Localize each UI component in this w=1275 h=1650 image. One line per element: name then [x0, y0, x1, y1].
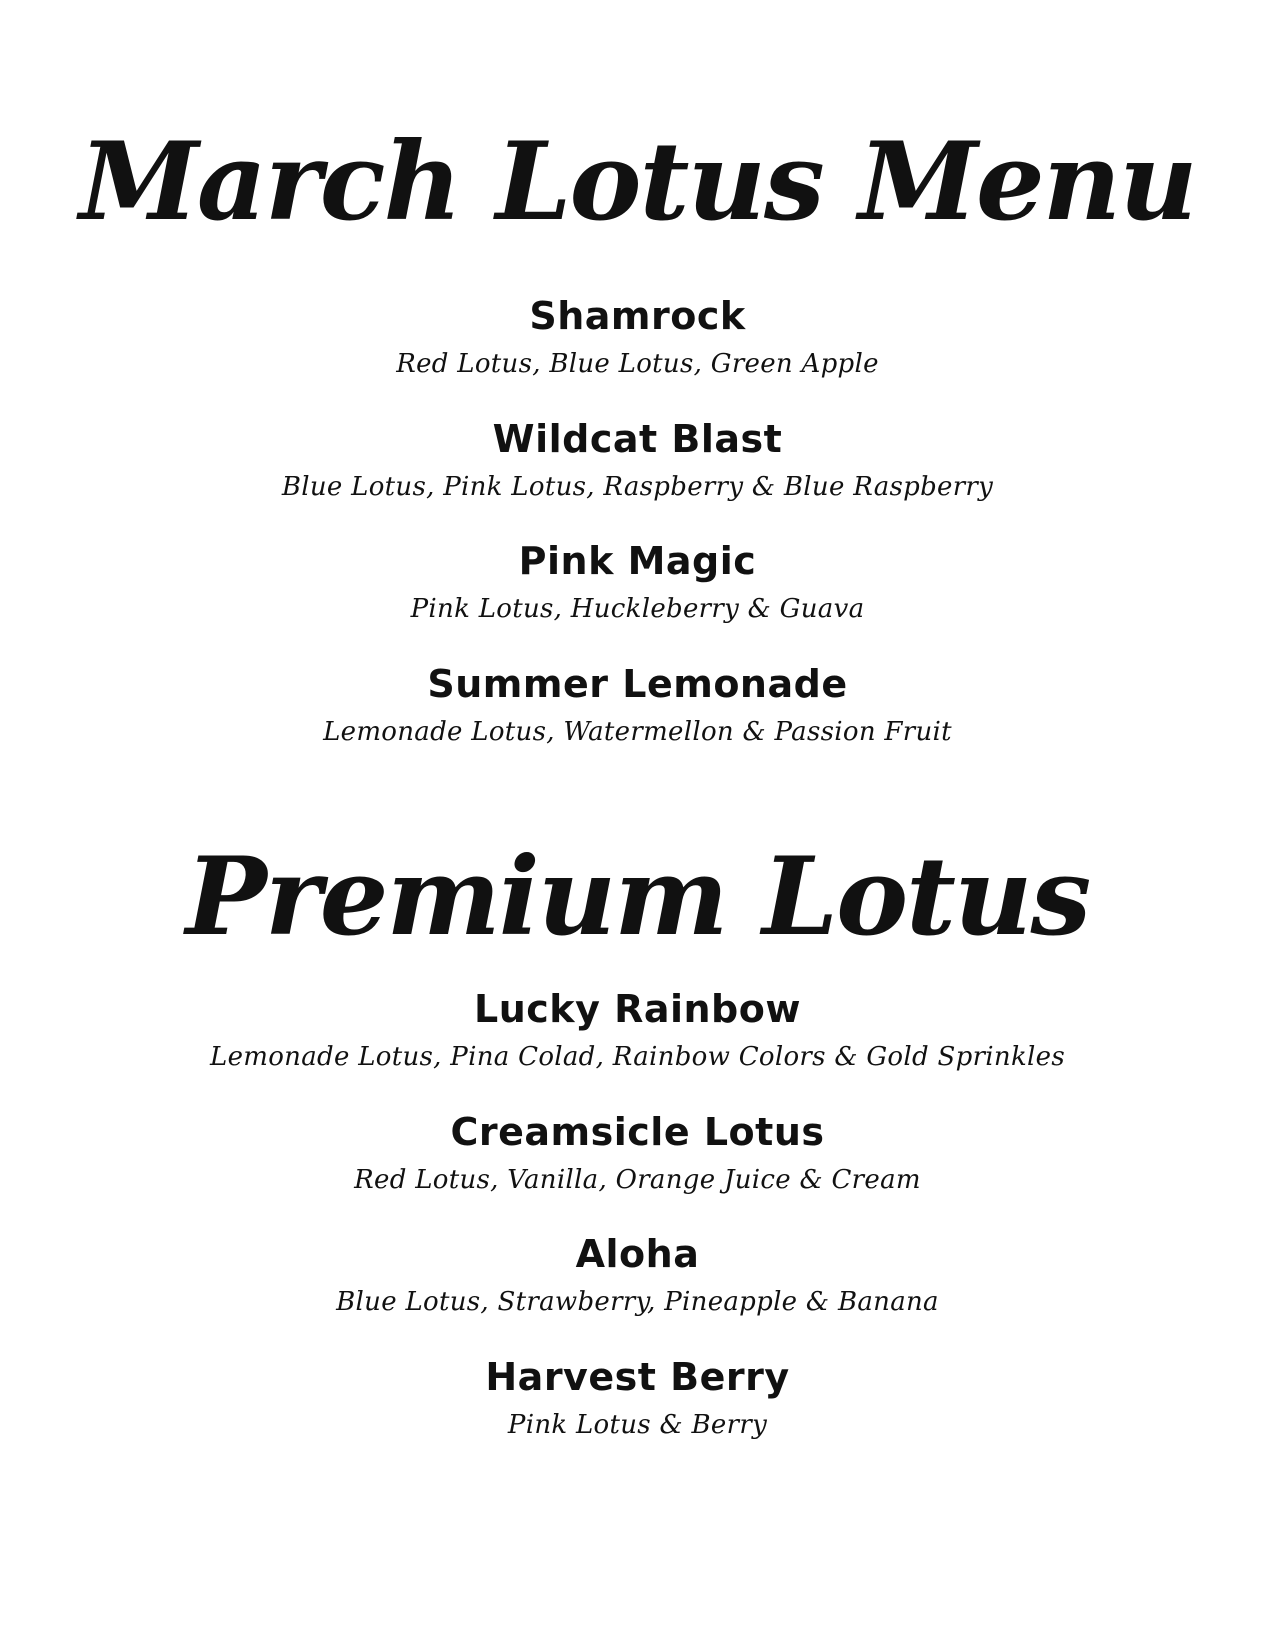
item-name: Lucky Rainbow [474, 987, 801, 1031]
item-description: Lemonade Lotus, Pina Colad, Rainbow Colors & Gold Sprinkles [210, 1042, 1065, 1072]
menu-item [0, 538, 1275, 626]
menu-item [0, 1231, 1275, 1319]
item-name: Creamsicle Lotus [450, 1110, 825, 1154]
item-description: Red Lotus, Blue Lotus, Green Apple [396, 349, 879, 379]
item-name: Summer Lemonade [427, 662, 848, 706]
item-name: Harvest Berry [485, 1355, 790, 1399]
item-description: Blue Lotus, Strawberry, Pineapple & Banana [336, 1287, 939, 1317]
item-description: Red Lotus, Vanilla, Orange Juice & Cream [354, 1165, 921, 1195]
item-name: Aloha [575, 1232, 700, 1276]
menu-item [0, 1354, 1275, 1442]
item-name: Pink Magic [518, 539, 757, 583]
section-title: Premium Lotus [185, 834, 1090, 960]
menu-item [0, 986, 1275, 1074]
menu-item [0, 416, 1275, 504]
item-name: Shamrock [529, 294, 746, 338]
menu-item [0, 1109, 1275, 1197]
menu-item [0, 661, 1275, 749]
item-description: Pink Lotus & Berry [507, 1410, 768, 1440]
item-name: Wildcat Blast [492, 417, 783, 461]
item-description: Blue Lotus, Pink Lotus, Raspberry & Blue Raspberry [281, 472, 994, 502]
item-description: Lemonade Lotus, Watermellon & Passion Fruit [323, 717, 952, 747]
item-description: Pink Lotus, Huckleberry & Guava [410, 594, 865, 624]
menu-title: March Lotus Menu [79, 119, 1196, 245]
menu-item [0, 293, 1275, 381]
